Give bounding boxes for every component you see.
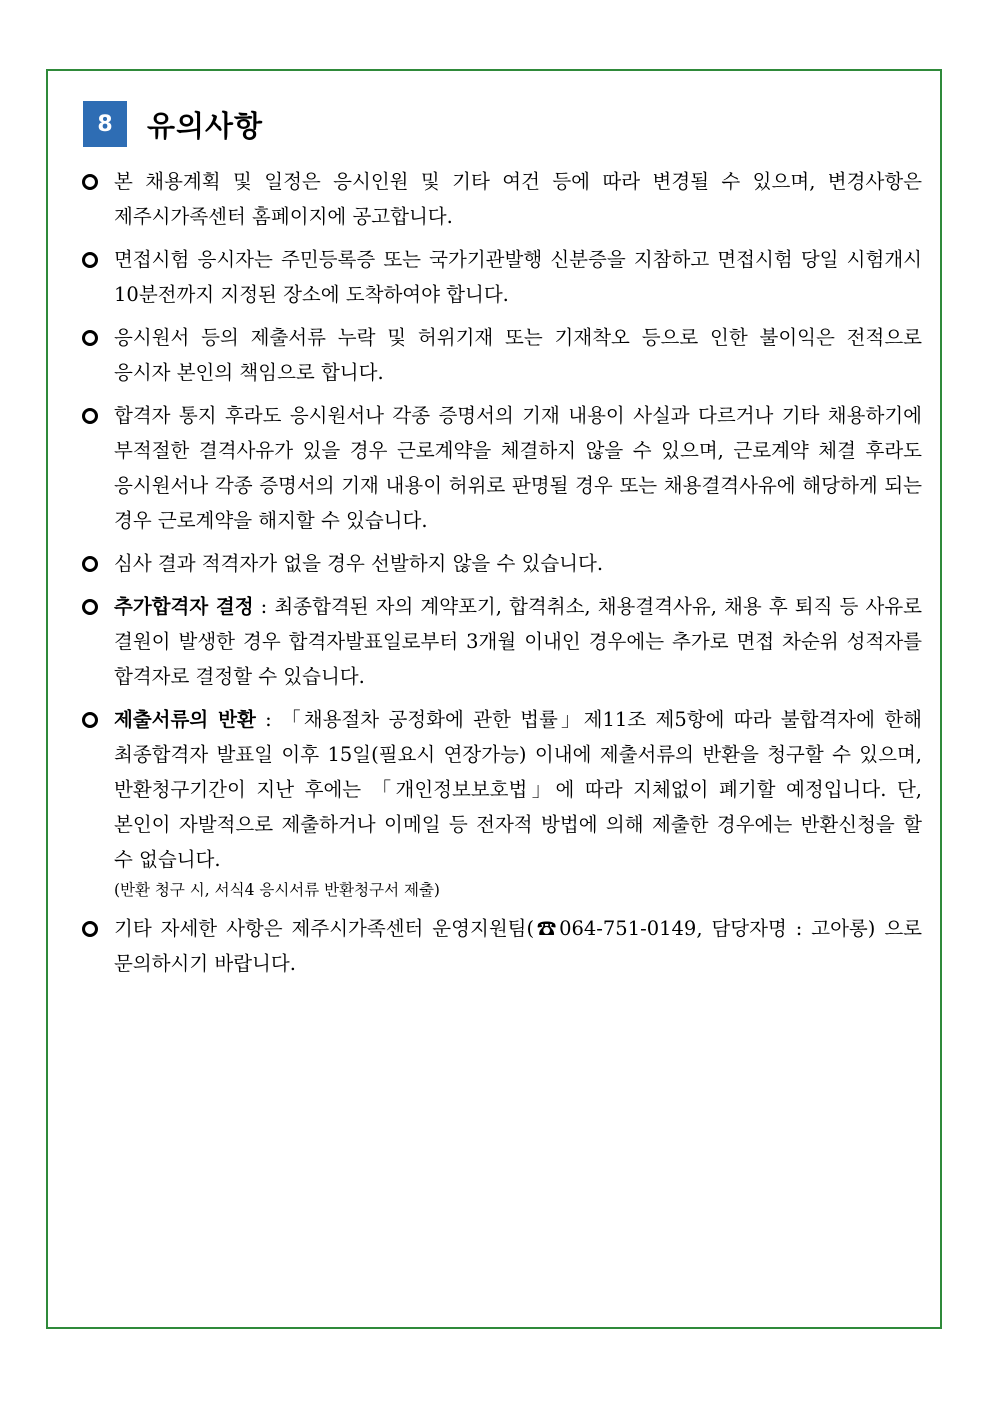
note-item — [80, 589, 922, 694]
note-text: : 최종합격된 자의 계약포기, 합격취소, 채용결격사유, 채용 후 퇴직 등 사유로 결원이 발생한 경우 합격자발표일로부터 3개월 이내인 경우에는 추가로 면접 차순위 성적자를 합격자로 결정할 수 있습니다. — [114, 595, 922, 688]
note-item — [80, 242, 922, 312]
circle-bullet-icon — [82, 174, 98, 190]
circle-bullet-icon — [82, 921, 98, 937]
note-item — [80, 164, 922, 234]
note-text: 기타 자세한 사항은 제주시가족센터 운영지원팀(☎064-751-0149, 담당자명 : 고아롱) 으로 문의하시기 바랍니다. — [114, 917, 922, 975]
circle-bullet-icon — [82, 330, 98, 346]
circle-bullet-icon — [82, 408, 98, 424]
circle-bullet-icon — [82, 599, 98, 615]
circle-bullet-icon — [82, 556, 98, 572]
notes-list — [80, 164, 922, 989]
circle-bullet-icon — [82, 712, 98, 728]
note-text: 본 채용계획 및 일정은 응시인원 및 기타 여건 등에 따라 변경될 수 있으며, 변경사항은 제주시가족센터 홈페이지에 공고합니다. — [114, 170, 922, 228]
note-text: 응시원서 등의 제출서류 누락 및 허위기재 또는 기재착오 등으로 인한 불이익은 전적으로 응시자 본인의 책임으로 합니다. — [114, 326, 922, 384]
note-item — [80, 546, 922, 581]
section-number-badge: 8 — [83, 101, 127, 147]
note-text: : 「채용절차 공정화에 관한 법률」제11조 제5항에 따라 불합격자에 한해 최종합격자 발표일 이후 15일(필요시 연장가능) 이내에 제출서류의 반환을 청구할 수 있으며, 반환청구기간이 지난 후에는 「개인정보보호법」에 따라 지체없이 폐기할 예정입니다. 단, 본인이 자발적으로 제출하거나 이메일 등 전자적 방법에 의해 제출한 경우에는 반환신청을 할 수 없습니다. — [114, 708, 922, 871]
note-text: 면접시험 응시자는 주민등록증 또는 국가기관발행 신분증을 지참하고 면접시험 당일 시험개시 10분전까지 지정된 장소에 도착하여야 합니다. — [114, 248, 922, 306]
note-heading: 추가합격자 결정 — [114, 595, 254, 618]
note-item — [80, 911, 922, 981]
note-item — [80, 702, 922, 903]
note-text: 합격자 통지 후라도 응시원서나 각종 증명서의 기재 내용이 사실과 다르거나 기타 채용하기에 부적절한 결격사유가 있을 경우 근로계약을 체결하지 않을 수 있으며, 근로계약 체결 후라도 응시원서나 각종 증명서의 기재 내용이 허위로 판명될 경우 또는 채용결격사유에 해당하게 되는 경우 근로계약을 해지할 수 있습니다. — [114, 404, 922, 532]
section-title: 유의사항 — [147, 108, 264, 143]
note-item — [80, 320, 922, 390]
note-item — [80, 398, 922, 538]
note-subtext: (반환 청구 시, 서식4 응시서류 반환청구서 제출) — [114, 881, 440, 899]
circle-bullet-icon — [82, 252, 98, 268]
note-heading: 제출서류의 반환 — [114, 708, 256, 731]
section-header — [83, 101, 263, 147]
note-text: 심사 결과 적격자가 없을 경우 선발하지 않을 수 있습니다. — [114, 552, 604, 575]
